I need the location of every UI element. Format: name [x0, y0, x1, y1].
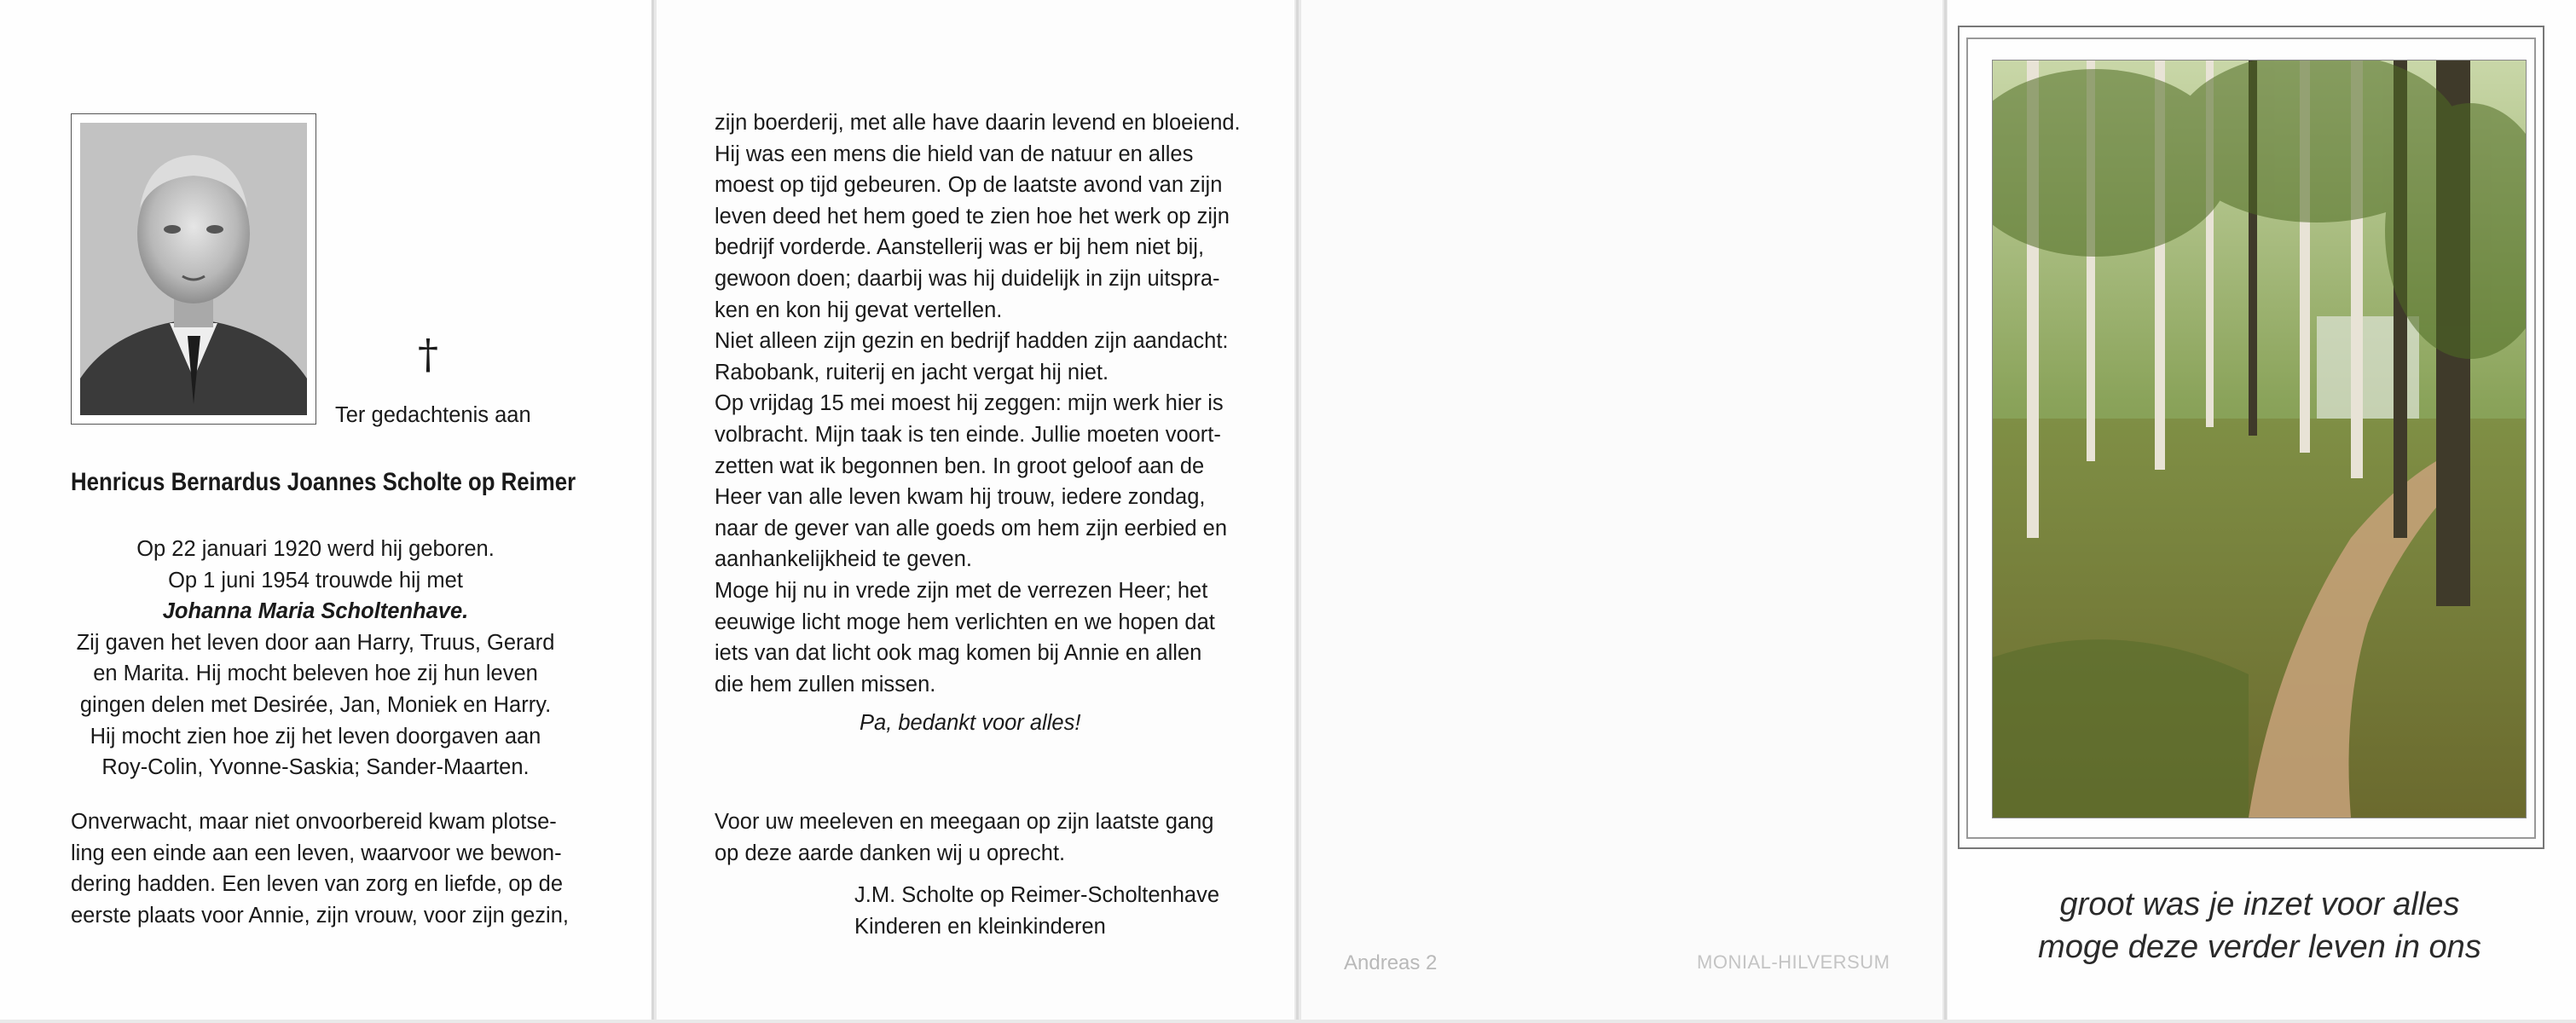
text-line: Heer van alle leven kwam hij trouw, iedere zondag, — [715, 485, 1206, 510]
text-line: Voor uw meeleven en meegaan op zijn laatste gang — [715, 810, 1214, 834]
cross-symbol: † — [418, 331, 438, 379]
in-memory-label: Ter gedachtenis aan — [335, 403, 531, 427]
fold-line — [651, 0, 654, 1020]
quote-line: moge deze verder leven in ons — [2038, 929, 2481, 965]
text-line: bedrijf vorderde. Aanstellerij was er bij hem niet bij, — [715, 235, 1205, 260]
text-line: gewoon doen; daarbij was hij duidelijk in zijn uitspra- — [715, 266, 1220, 291]
portrait-frame — [71, 113, 316, 425]
bio-line: en Marita. Hij mocht beleven hoe zij hun leven — [93, 662, 538, 686]
quote-line: groot was je inzet voor alles — [2059, 887, 2460, 922]
back-panel — [1301, 0, 1942, 1020]
biography — [60, 534, 571, 783]
tribute-paragraph — [71, 806, 569, 931]
fold-line — [1296, 0, 1299, 1020]
signature-line: Kinderen en kleinkinderen — [854, 914, 1106, 939]
forest-path-image — [1992, 60, 2527, 818]
text-line: zijn boerderij, met alle have daarin levend en bloeiend. — [715, 111, 1241, 135]
text-line: eeuwige licht moge hem verlichten en we hopen dat — [715, 610, 1215, 634]
text-line: moest op tijd gebeuren. Op de laatste avond van zijn — [715, 173, 1223, 198]
spouse-name: Johanna Maria Scholtenhave. — [162, 599, 469, 624]
bio-line: Zij gaven het leven door aan Harry, Truus, Gerard — [76, 630, 555, 655]
bio-line: Op 22 januari 1920 werd hij geboren. — [136, 537, 495, 561]
bio-line: Roy-Colin, Yvonne-Saskia; Sander-Maarten. — [101, 755, 530, 780]
signature — [854, 880, 1219, 942]
text-line: naar de gever van alle goeds om hem zijn eerbied en — [715, 516, 1228, 540]
bio-line: gingen delen met Desirée, Jan, Moniek en Harry. — [79, 692, 552, 717]
text-line: Op vrijdag 15 mei moest hij zeggen: mijn werk hier is — [715, 391, 1224, 416]
text-line: dering hadden. Een leven van zorg en liefde, op de — [71, 872, 564, 897]
text-line: die hem zullen missen. — [715, 672, 936, 696]
text-line: aanhankelijkheid te geven. — [715, 547, 972, 572]
text-line: eerste plaats voor Annie, zijn vrouw, voor zijn gezin, — [71, 903, 569, 928]
text-line: volbracht. Mijn taak is ten einde. Jullie moeten voort- — [715, 422, 1221, 447]
bio-line: Hij mocht zien hoe zij het leven doorgaven aan — [90, 724, 541, 748]
text-line: op deze aarde danken wij u oprecht. — [715, 841, 1066, 865]
text-line: leven deed het hem goed te zien hoe het werk op zijn — [715, 204, 1230, 228]
text-line: zetten wat ik begonnen ben. In groot geloof aan de — [715, 454, 1205, 478]
text-line: ling een einde aan een leven, waarvoor we bewon- — [71, 841, 562, 865]
portrait-photo — [80, 123, 307, 415]
memorial-quote — [1961, 883, 2558, 968]
text-line: Hij was een mens die hield van de natuur en alles — [715, 142, 1194, 166]
text-line: Moge hij nu in vrede zijn met de verrezen Heer; het — [715, 578, 1208, 603]
printer-label: MONIAL-HILVERSUM — [1697, 951, 1890, 973]
deceased-name: Henricus Bernardus Joannes Scholte op Reimer — [71, 468, 576, 496]
text-line: ken en kon hij gevat vertellen. — [715, 298, 1003, 322]
signature-line: J.M. Scholte op Reimer-Scholtenhave — [854, 883, 1220, 907]
card-model-label: Andreas 2 — [1344, 951, 1438, 974]
tribute-continuation — [715, 107, 1241, 700]
bio-line: Op 1 juni 1954 trouwde hij met — [168, 568, 463, 592]
text-line: iets van dat licht ook mag komen bij Annie en allen — [715, 641, 1202, 666]
text-line: Rabobank, ruiterij en jacht vergat hij niet. — [715, 360, 1109, 384]
closing-text — [715, 806, 1213, 869]
thanks-line: Pa, bedankt voor alles! — [860, 711, 1081, 735]
text-line: Niet alleen zijn gezin en bedrijf hadden zijn aandacht: — [715, 329, 1229, 354]
fold-line — [1944, 0, 1947, 1020]
text-line: Onverwacht, maar niet onvoorbereid kwam plotse- — [71, 810, 557, 834]
